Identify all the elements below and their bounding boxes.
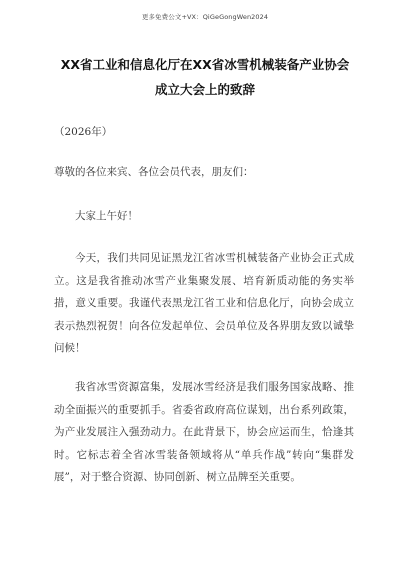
salutation: 尊敬的各位来宾、各位会员代表，朋友们： bbox=[54, 166, 254, 178]
title-line-2: 成立大会上的致辞 bbox=[154, 82, 255, 97]
document-title bbox=[40, 52, 370, 102]
greeting-text: 大家上午好！ bbox=[75, 210, 138, 222]
paragraph-1-text: 今天，我们共同见证黑龙江省冰雪机械装备产业协会正式成立。这是我省推动冰雪产业集聚发展、培育新质动能的务实举措，意义重要。我谨代表黑龙江省工业和信息化厅，向协会成立表示热烈祝贺！向各位发起单位、会员单位及各界朋友致以诚挚问候！ bbox=[54, 252, 354, 354]
document-year: （2026年） bbox=[54, 126, 113, 138]
title-line-1: XX省工业和信息化厅在XX省冰雪机械装备产业协会 bbox=[60, 57, 350, 72]
greeting-paragraph bbox=[54, 205, 354, 228]
paragraph-2-text: 我省冰雪资源富集，发展冰雪经济是我们服务国家战略、推动全面振兴的重要抓手。省委省政府高位谋划，出台系列政策，为产业发展注入强劲动力。在此背景下，协会应运而生，恰逢其时。它标志着全省冰雪装备领域将从“单兵作战”转向“集群发展”，对于整合资源、协同创新、树立品牌至关重要。 bbox=[54, 381, 354, 483]
body-paragraph-2 bbox=[54, 376, 354, 489]
header-note: 更多免费公文+VX：QiGeGongWen2024 bbox=[141, 13, 269, 21]
body-paragraph-1 bbox=[54, 247, 354, 360]
